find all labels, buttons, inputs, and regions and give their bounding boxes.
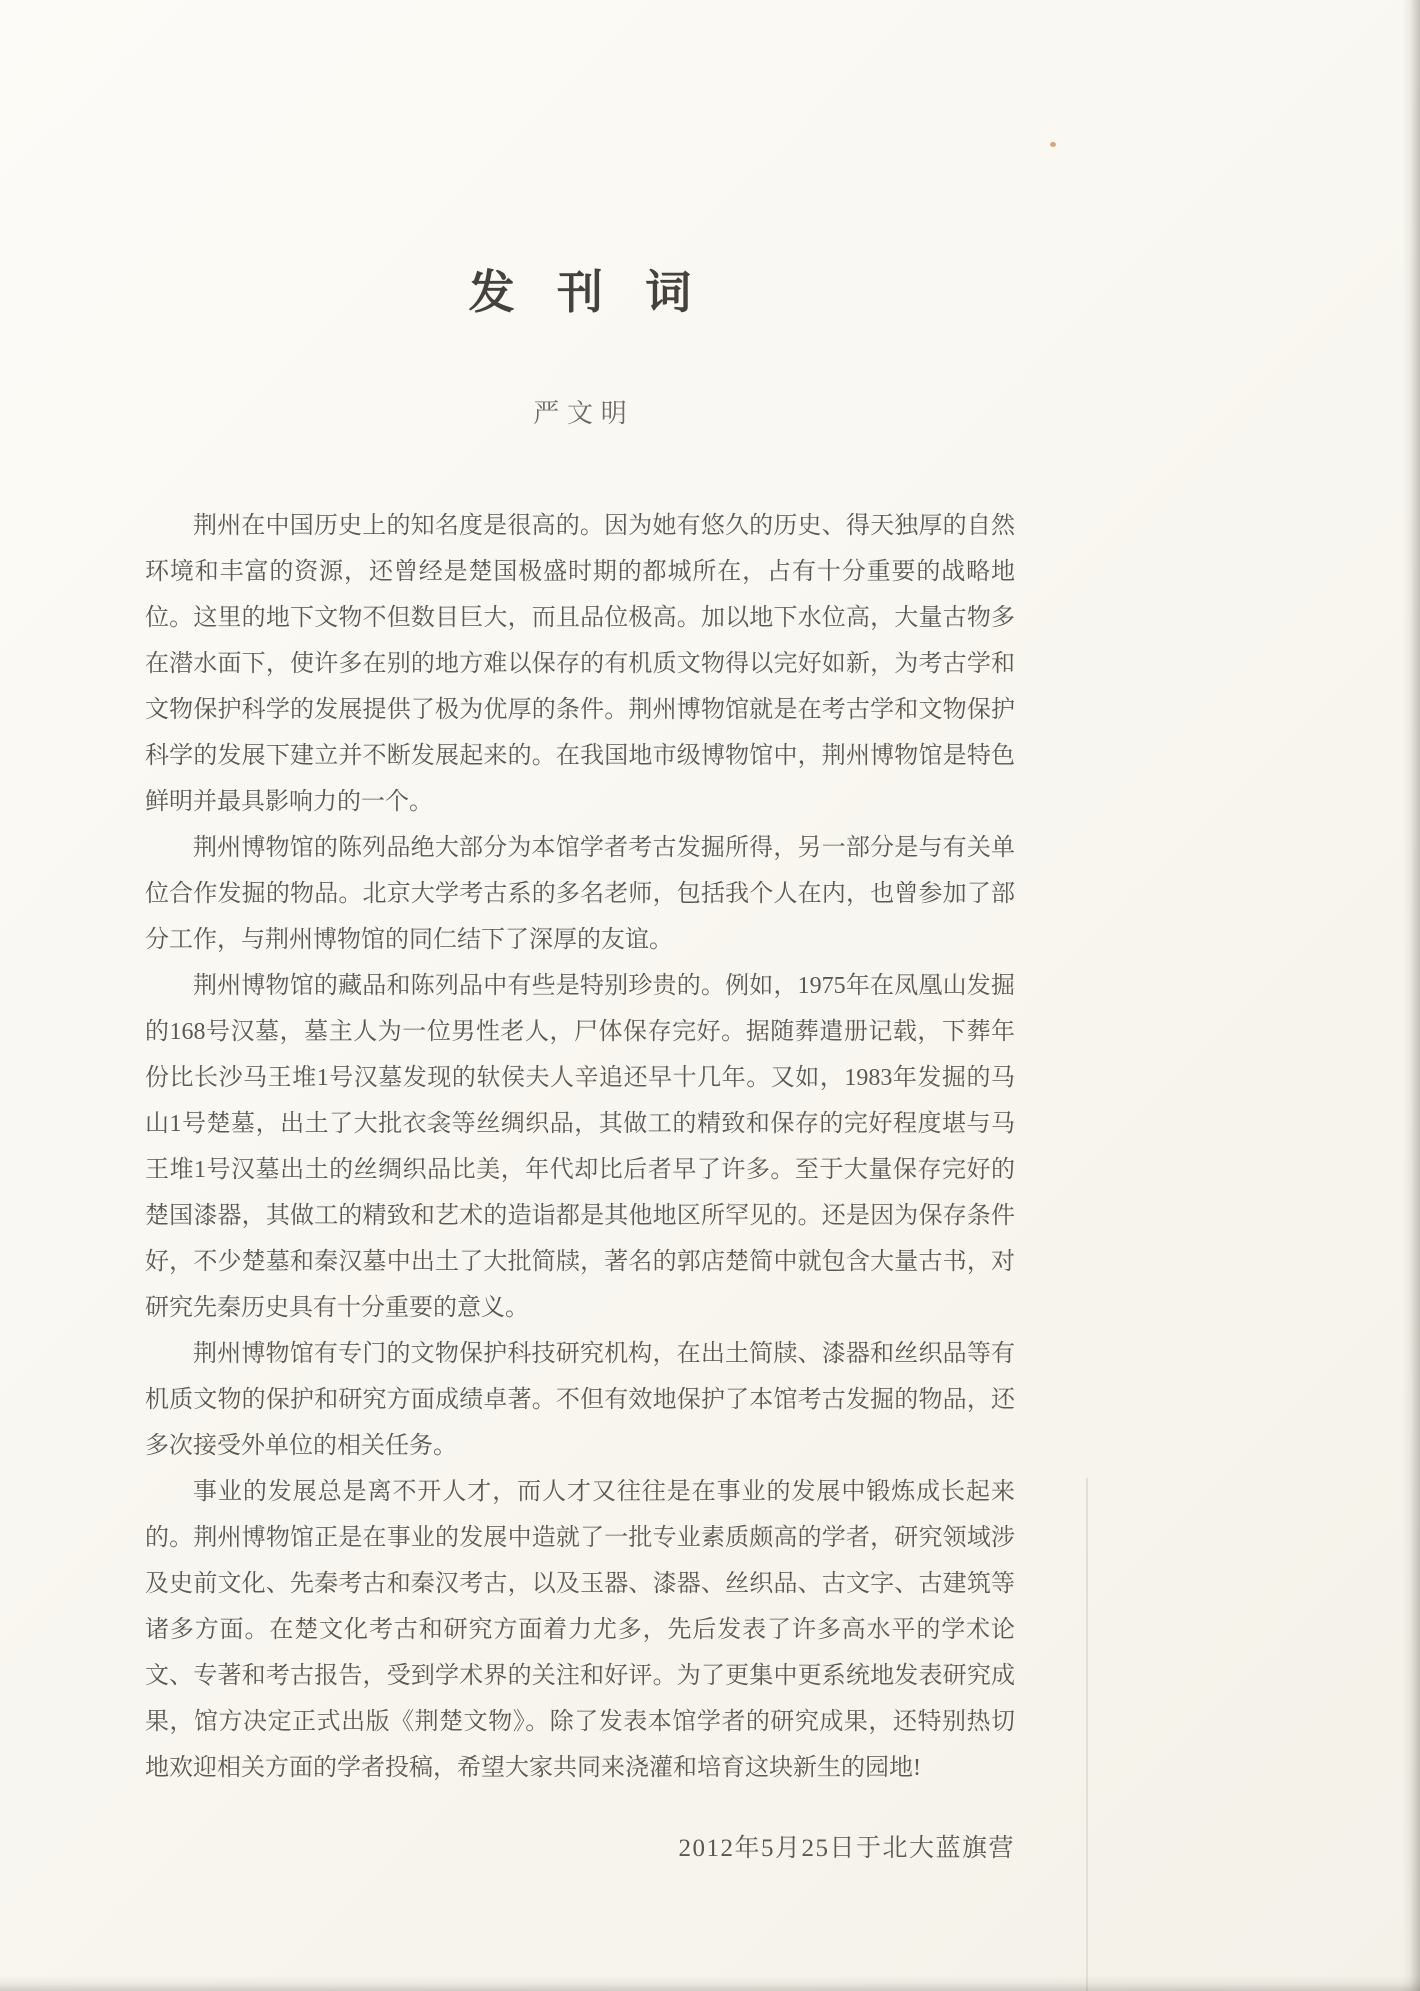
author-name: 严文明 [533,399,635,428]
text-column [145,0,1015,1869]
paragraph: 荆州博物馆的陈列品绝大部分为本馆学者考古发掘所得，另一部分是与有关单位合作发掘的物品。北京大学考古系的多名老师，包括我个人在内，也曾参加了部分工作，与荆州博物馆的同仁结下了深厚的友谊。 [145,835,1015,953]
paragraph: 荆州在中国历史上的知名度是很高的。因为她有悠久的历史、得天独厚的自然环境和丰富的资源，还曾经是楚国极盛时期的都城所在，占有十分重要的战略地位。这里的地下文物不但数目巨大，而且品位极高。加以地下水位高，大量古物多在潜水面下，使许多在别的地方难以保存的有机质文物得以完好如新，为考古学和文物保护科学的发展提供了极为优厚的条件。荆州博物馆就是在考古学和文物保护科学的发展下建立并不断发展起来的。在我国地市级博物馆中，荆州博物馆是特色鲜明并最具影响力的一个。 [145,513,1015,815]
paragraph: 事业的发展总是离不开人才，而人才又往往是在事业的发展中锻炼成长起来的。荆州博物馆正是在事业的发展中造就了一批专业素质颇高的学者，研究领域涉及史前文化、先秦考古和秦汉考古，以及玉器、漆器、丝织品、古文字、古建筑等诸多方面。在楚文化考古和研究方面着力尤多，先后发表了许多高水平的学术论文、专著和考古报告，受到学术界的关注和好评。为了更集中更系统地发表研究成果，馆方决定正式出版《荆楚文物》。除了发表本馆学者的研究成果，还特别热切地欢迎相关方面的学者投稿，希望大家共同来浇灌和培育这块新生的园地! [145,1479,1015,1781]
scan-edge-right-shadow [1402,0,1420,1991]
dateline: 2012年5月25日于北大蓝旗营 [678,1835,1015,1862]
scan-speck [1050,142,1056,147]
paragraph: 荆州博物馆有专门的文物保护科技研究机构，在出土简牍、漆器和丝织品等有机质文物的保护和研究方面成绩卓著。不但有效地保护了本馆考古发掘的物品，还多次接受外单位的相关任务。 [145,1341,1015,1459]
scan-edge-bottom-shadow [0,1975,1420,1991]
scan-crease-line [1086,1478,1088,1991]
page-title: 发刊词 [468,267,734,318]
document-body [145,503,1015,1791]
paragraph: 荆州博物馆的藏品和陈列品中有些是特别珍贵的。例如，1975年在凤凰山发掘的168号汉墓，墓主人为一位男性老人，尸体保存完好。据随葬遣册记载，下葬年份比长沙马王堆1号汉墓发现的轪侯夫人辛追还早十几年。又如，1983年发掘的马山1号楚墓，出土了大批衣衾等丝绸织品，其做工的精致和保存的完好程度堪与马王堆1号汉墓出土的丝绸织品比美，年代却比后者早了许多。至于大量保存完好的楚国漆器，其做工的精致和艺术的造诣都是其他地区所罕见的。还是因为保存条件好，不少楚墓和秦汉墓中出土了大批简牍，著名的郭店楚简中就包含大量古书，对研究先秦历史具有十分重要的意义。 [145,973,1015,1321]
